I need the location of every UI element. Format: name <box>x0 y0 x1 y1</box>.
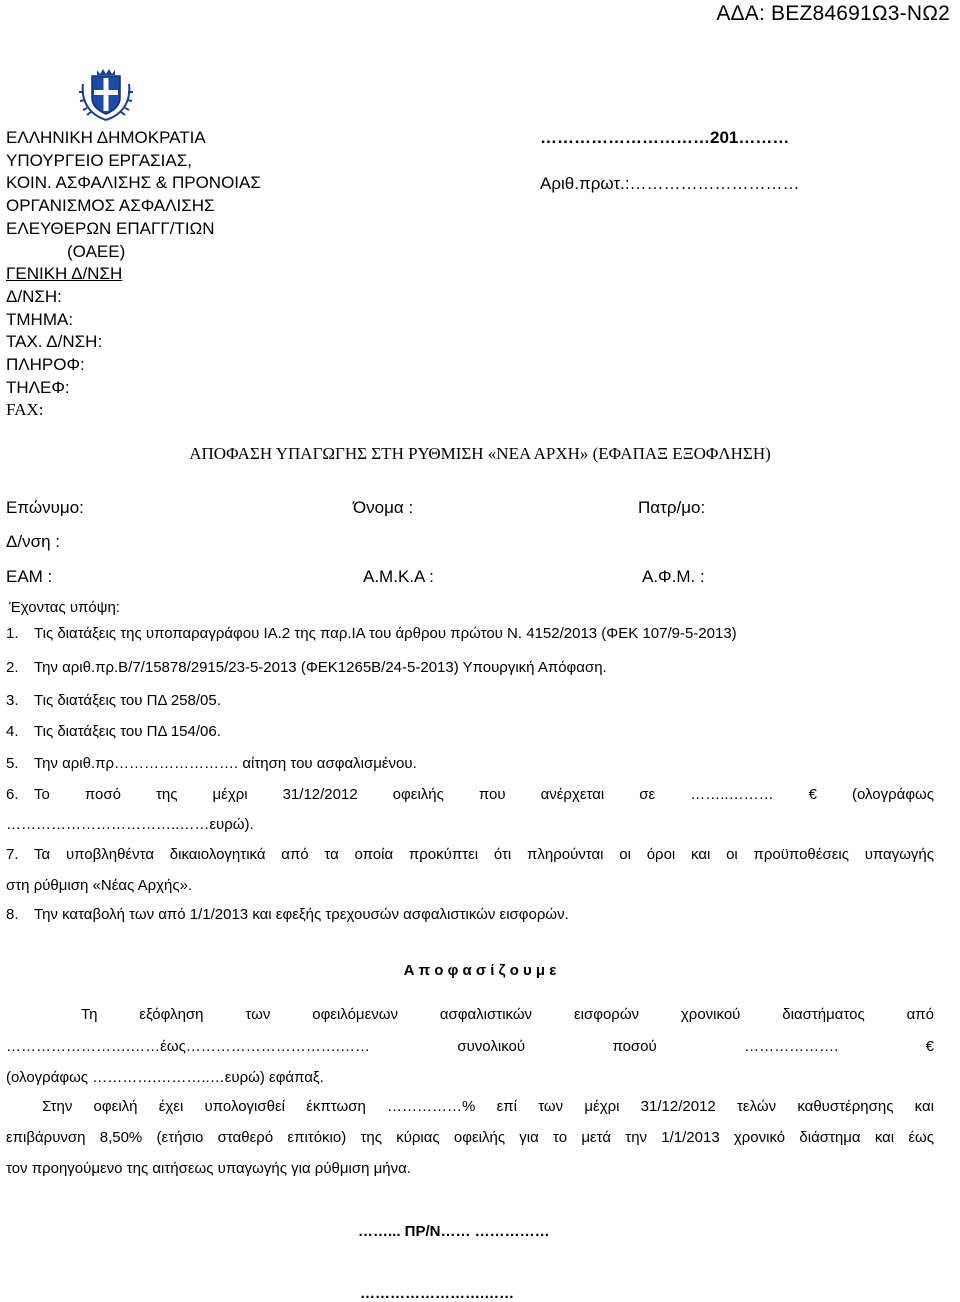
name-label: Όνομα : <box>353 498 414 517</box>
list-item-number: 6. <box>6 786 19 803</box>
document-ada-code: ΑΔΑ: ΒΕΖ84691Ω3-ΝΩ2 <box>716 2 950 25</box>
list-item: 5. Την αριθ.πρ……………………. αίτηση του ασφαλισμένου. <box>6 755 417 772</box>
header-line: ΚΟΙΝ. ΑΣΦΑΛΙΣΗΣ & ΠΡΟΝΟΙΑΣ <box>6 173 261 193</box>
list-item: Την καταβολή των από 1/1/2013 και εφεξής τρεχουσών ασφαλιστικών εισφορών. <box>34 906 569 923</box>
decision-text: (ολογράφως ………….………..…ευρώ) εφάπαξ. <box>6 1069 324 1086</box>
document-title: ΑΠΟΦΑΣΗ ΥΠΑΓΩΓΗΣ ΣΤΗ ΡΥΘΜΙΣΗ «ΝΕΑ ΑΡΧΗ» (ΕΦΑΠΑΞ ΕΞΟΦΛΗΣΗ) <box>189 444 771 463</box>
address-label: Δ/νση : <box>6 532 60 551</box>
protocol-number: Αριθ.πρωτ.:………………………… <box>540 174 800 193</box>
header-line: ΟΡΓΑΝΙΣΜΟΣ ΑΣΦΑΛΙΣΗΣ <box>6 196 215 216</box>
list-item: 2. Την αριθ.πρ.Β/7/15878/2915/23-5-2013 (ΦΕΚ1265Β/24-5-2013) Υπουργική Απόφαση. <box>6 659 607 676</box>
signature-title: ……... ΠΡ/Ν…… …………… <box>358 1223 550 1240</box>
date-line: …………………………201……… <box>540 128 790 147</box>
header-line: ΕΛΕΥΘΕΡΩΝ ΕΠΑΓΓ/ΤΙΩΝ <box>6 218 215 238</box>
greek-emblem-icon <box>78 64 134 122</box>
list-item-continuation: ……………………………..……ευρώ). <box>6 816 254 833</box>
list-item: 3. Τις διατάξεις του ΠΔ 258/05. <box>6 692 221 709</box>
list-item: Τα υποβληθέντα δικαιολογητικά από τα οποία προκύπτει ότι πληρούνται οι όροι και οι προϋποθέσεις υπαγωγής <box>34 846 934 863</box>
amka-label: Α.Μ.Κ.Α : <box>363 567 434 586</box>
list-item-number: 7. <box>6 846 19 863</box>
signature-name: …………………….…… <box>360 1285 515 1302</box>
list-item-number: 8. <box>6 906 19 923</box>
header-line: ΤΜΗΜΑ: <box>6 309 74 329</box>
header-line: ΤΑΧ. Δ/ΝΣΗ: <box>6 332 103 352</box>
header-line: ΤΗΛΕΦ: <box>6 377 70 397</box>
discount-text: Στην οφειλή έχει υπολογισθεί έκπτωση ……………% επί των μέχρι 31/12/2012 τελών καθυστέρησης και <box>42 1098 934 1115</box>
decision-heading: Α π ο φ α σ ί ζ ο υ μ ε <box>403 962 557 979</box>
surname-label: Επώνυμο: <box>6 498 84 517</box>
considering-label: Έχοντας υπόψη: <box>9 599 120 616</box>
header-line: FAX: <box>6 400 44 420</box>
header-line: ΓΕΝΙΚΗ Δ/ΝΣΗ <box>6 264 123 284</box>
list-item: 4. Τις διατάξεις του ΠΔ 154/06. <box>6 723 221 740</box>
discount-text: επιβάρυνση 8,50% (ετήσιο σταθερό επιτόκιο) της κύριας οφειλής για το μετά την 1/1/2013 χρονικό διάστημα και έως <box>6 1129 934 1146</box>
father-name-label: Πατρ/μο: <box>638 498 706 517</box>
header-line: Δ/ΝΣΗ: <box>6 286 62 306</box>
afm-label: Α.Φ.Μ. : <box>642 567 705 586</box>
discount-text: τον προηγούμενο της αιτήσεως υπαγωγής για ρύθμιση μήνα. <box>6 1160 411 1177</box>
header-line: (ΟΑΕΕ) <box>67 241 126 261</box>
decision-text: Τη εξόφληση των οφειλόμενων ασφαλιστικών εισφορών χρονικού διαστήματος από <box>81 1006 934 1023</box>
list-item-continuation: στη ρύθμιση «Νέας Αρχής». <box>6 877 193 894</box>
header-line: ΕΛΛΗΝΙΚΗ ΔΗΜΟΚΡΑΤΙΑ <box>6 128 206 147</box>
organization-header <box>6 127 261 422</box>
eam-label: ΕΑΜ : <box>6 567 53 586</box>
decision-text: …………………….……έως………………………….…… συνολικού ποσού ………………. € <box>6 1038 934 1055</box>
header-line: ΠΛΗΡΟΦ: <box>6 355 85 375</box>
list-item: 1. Τις διατάξεις της υποπαραγράφου ΙΑ.2 της παρ.ΙΑ του άρθρου πρώτου Ν. 4152/2013 (ΦΕΚ 107/9-5-2013) <box>6 625 737 642</box>
header-line: ΥΠΟΥΡΓΕΙΟ ΕΡΓΑΣΙΑΣ, <box>6 150 192 170</box>
list-item: Το ποσό της μέχρι 31/12/2012 οφειλής που ανέρχεται σε ……..……… € (ολογράφως <box>34 786 934 803</box>
